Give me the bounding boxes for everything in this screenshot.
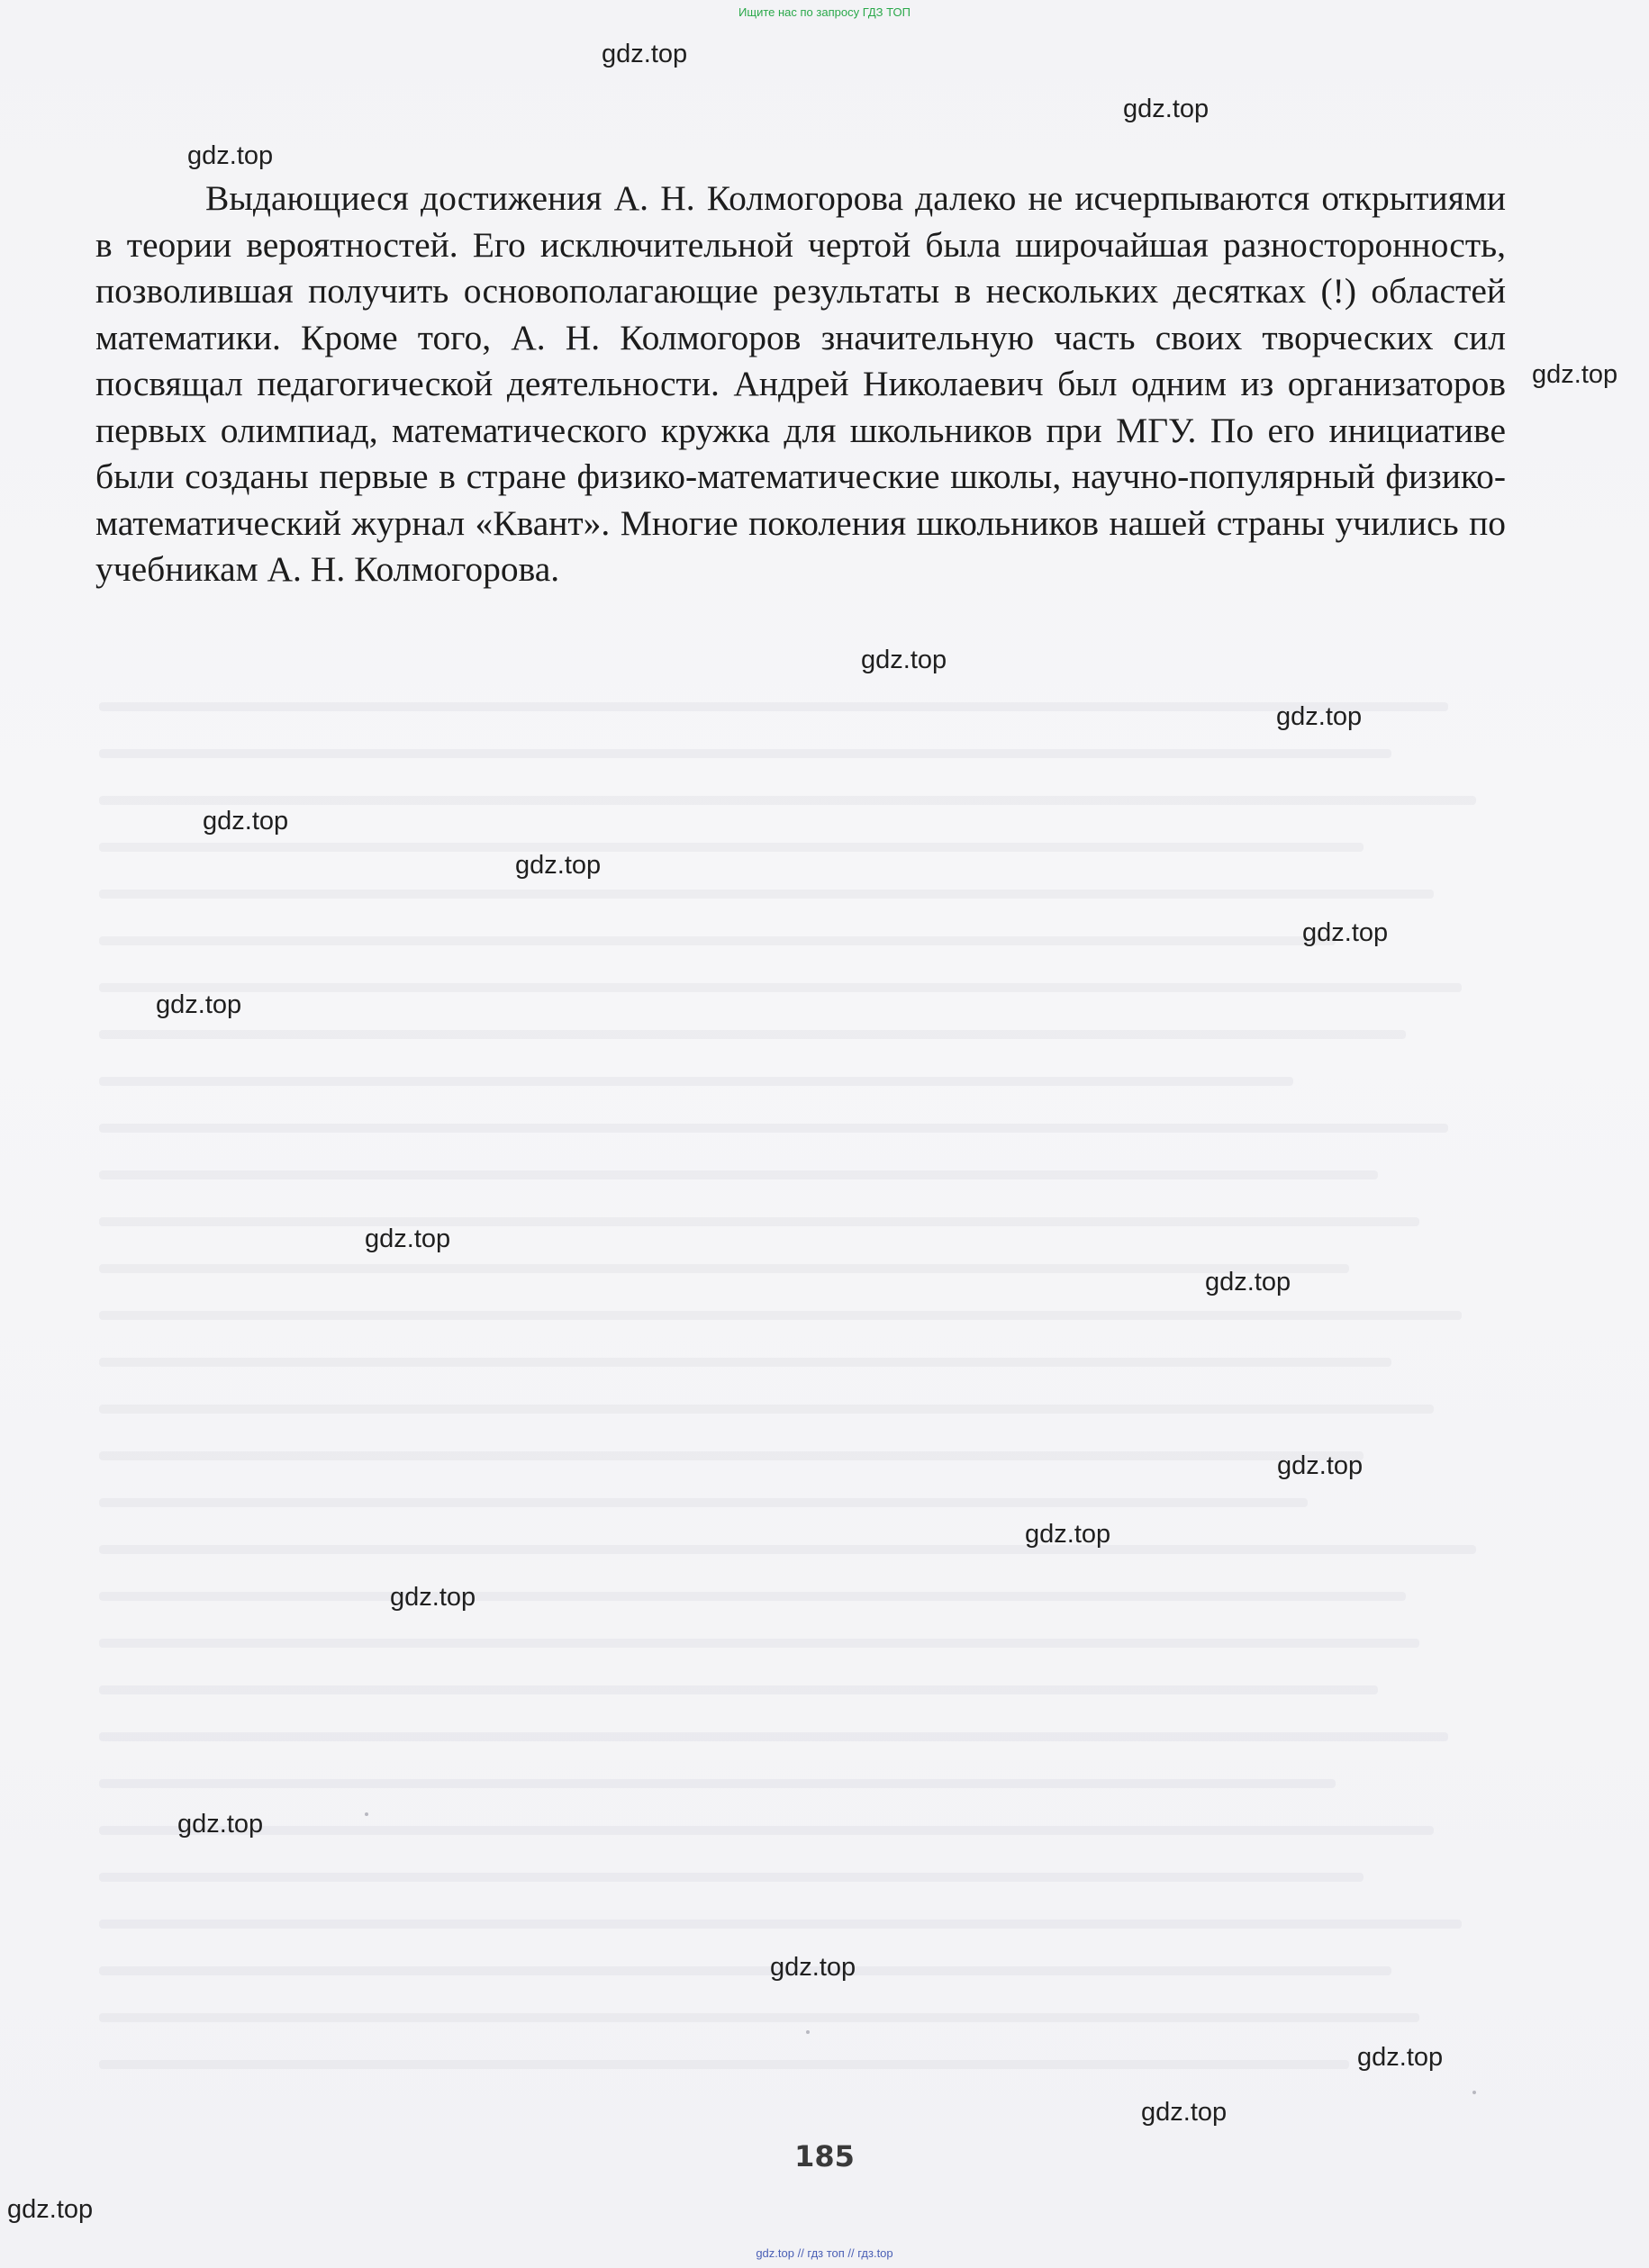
watermark: gdz.top — [187, 141, 274, 170]
watermark: gdz.top — [1276, 702, 1363, 731]
watermark: gdz.top — [770, 1953, 856, 1982]
watermark: gdz.top — [1277, 1451, 1364, 1480]
watermark: gdz.top — [203, 807, 289, 836]
watermark: gdz.top — [156, 990, 242, 1019]
watermark: gdz.top — [1025, 1520, 1111, 1549]
watermark: gdz.top — [365, 1224, 451, 1253]
watermark: gdz.top — [861, 646, 947, 674]
watermark: gdz.top — [390, 1583, 476, 1612]
watermark: gdz.top — [1357, 2043, 1444, 2072]
footer-links[interactable]: gdz.top // гдз топ // гдз.top — [756, 2246, 893, 2260]
top-banner-link[interactable]: Ищите нас по запросу ГДЗ ТОП — [738, 5, 911, 19]
watermark: gdz.top — [1123, 95, 1210, 123]
watermark: gdz.top — [1141, 2098, 1228, 2127]
watermark: gdz.top — [515, 851, 602, 880]
scan-speck — [365, 1812, 368, 1816]
watermark: gdz.top — [7, 2195, 94, 2224]
scan-speck — [1472, 2091, 1476, 2094]
page-number: 185 — [794, 2139, 855, 2173]
watermark: gdz.top — [1205, 1268, 1291, 1297]
scan-speck — [806, 2030, 810, 2034]
watermark: gdz.top — [602, 40, 688, 68]
watermark: gdz.top — [1532, 360, 1618, 389]
watermark: gdz.top — [177, 1810, 264, 1839]
body-paragraph: Выдающиеся достижения А. Н. Колмогорова далеко не исчерпываются открытиями в теории вероятностей. Его исключительной чертой была широчайшая разносторонность, позволившая получить основополагающие результаты в нескольких десятках (!) областей математики. Кроме того, А. Н. Колмогоров значительную часть своих творческих сил посвящал педагогической деятельности. Андрей Николаевич был одним из организаторов первых олимпиад, математического кружка для школьников при МГУ. По его инициативе были созданы первые в стране физико-математические школы, научно-популярный физико-математический журнал «Квант». Многие поколения школьников нашей страны учились по учебникам А. Н. Колмогорова. — [95, 178, 1506, 589]
watermark: gdz.top — [1302, 918, 1389, 947]
